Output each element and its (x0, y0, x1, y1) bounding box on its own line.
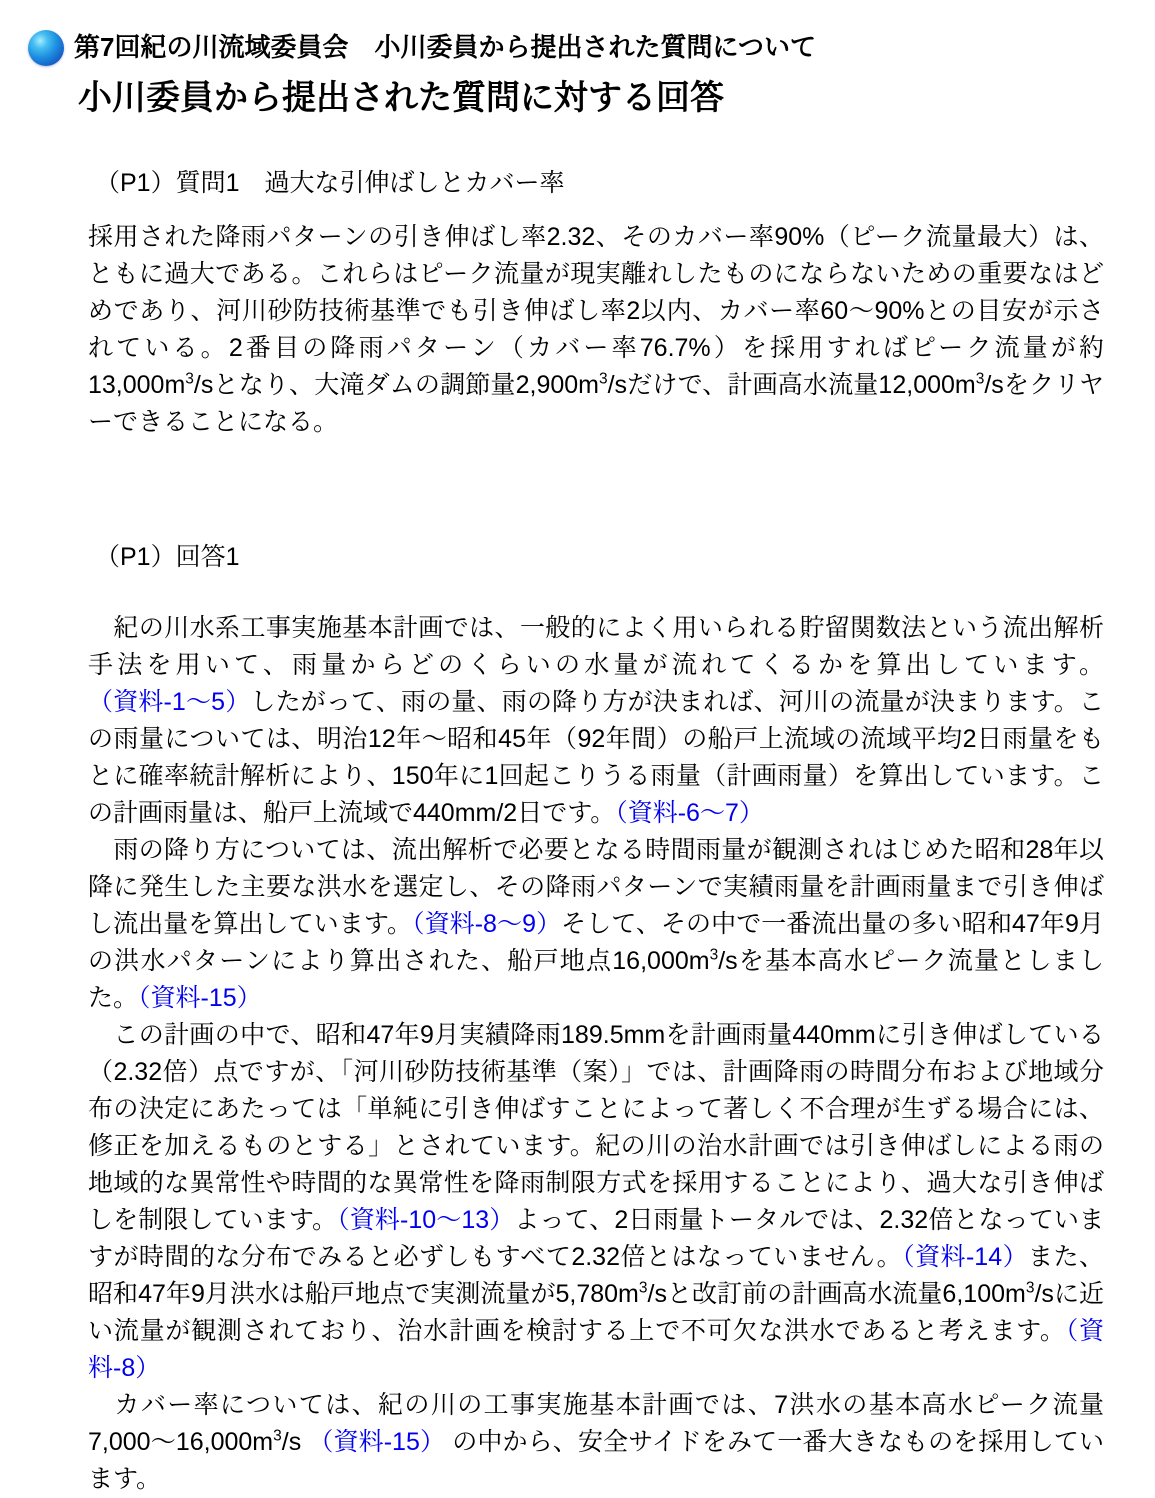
page-title: 小川委員から提出された質問に対する回答 (78, 79, 724, 117)
text-run: /sを基本高水ピーク流量としました。 (88, 946, 1104, 1012)
reference-link[interactable]: （資料-1～5） (88, 687, 251, 716)
superscript: 3 (638, 1279, 648, 1297)
text-run: /s (281, 1427, 309, 1456)
text-run: そして、その中で一番流出量の多い昭和47年9月の洪水パターンにより算出された、船戸地点16,000m (88, 909, 1104, 975)
paragraph (88, 610, 1104, 832)
answer-heading: （P1）回答1 (95, 543, 240, 572)
answer-section (0, 541, 1155, 1498)
text-run: /sだけで、計画高水流量12,000m (607, 371, 976, 400)
text-run: 採用された降雨パターンの引き伸ばし率2.32、そのカバー率90%（ピーク流量最大）は、ともに過大である。これらはピーク流量が現実離れしたものにならないための重要なはどめであり、河川砂防技術基準でも引き伸ばし率2以内、カバー率60～90%との目安が示されている。2番目の降雨パターン（カバー率76.7%）を採用すればピーク流量が約13,000m (88, 223, 1104, 400)
superscript: 3 (273, 1427, 282, 1445)
superscript: 3 (185, 370, 194, 388)
paragraph (88, 1387, 1104, 1498)
reference-link[interactable]: （資料-10～13） (337, 1205, 515, 1234)
paragraph (88, 1017, 1104, 1387)
paragraph (88, 832, 1104, 1017)
reference-link[interactable]: （資料-8～9） (412, 909, 562, 938)
breadcrumb-title: 第7回紀の川流域委員会 小川委員から提出された質問について (74, 32, 816, 63)
answer-body (88, 610, 1104, 1498)
text-run: /sに近い流量が観測されており、治水計画を検討する上で不可欠な洪水であると考えます。 (88, 1279, 1104, 1345)
reference-link[interactable]: （資料-6～7） (615, 798, 764, 827)
page-header (0, 0, 1155, 66)
reference-link[interactable]: （資料-14） (902, 1242, 1029, 1271)
reference-link[interactable]: （資料-15） (138, 983, 262, 1012)
superscript: 3 (1025, 1279, 1035, 1297)
blue-sphere-bullet-icon (28, 30, 64, 66)
text-run: /sをクリヤーできることになる。 (88, 371, 1104, 437)
text-run: /sとなり、大滝ダムの調節量2,900m (193, 371, 599, 400)
question-section (0, 167, 1155, 442)
question-heading: （P1）質問1 過大な引伸ばしとカバー率 (95, 168, 565, 197)
text-run: また、昭和47年9月洪水は船戸地点で実測流量が5,780m (88, 1242, 1104, 1308)
superscript: 3 (975, 370, 985, 388)
text-run: 紀の川水系工事実施基本計画では、一般的によく用いられる貯留関数法という流出解析手法を用いて、雨量からどのくらいの水量が流れてくるかを算出しています。 (88, 613, 1104, 679)
text-run: カバー率については、紀の川の工事実施基本計画では、7洪水の基本高水ピーク流量7,000～16,000m (88, 1390, 1104, 1456)
text-run: の中から、安全サイドをみて一番大きなものを採用しています。 (88, 1427, 1104, 1493)
paragraph (88, 219, 1104, 441)
text-run: よって、2日雨量トータルでは、2.32倍となっていますが時間的な分布でみると必ずしもすべて2.32倍とはなっていません。 (88, 1205, 1104, 1271)
superscript: 3 (598, 370, 608, 388)
superscript: 3 (709, 946, 719, 964)
text-run: したがって、雨の量、雨の降り方が決まれば、河川の流量が決まります。この雨量については、明治12年～昭和45年（92年間）の船戸上流域の流域平均2日雨量をもとに確率統計解析により、150年に1回起こりうる雨量（計画雨量）を算出しています。この計画雨量は、船戸上流域で440mm/2日です。 (88, 687, 1104, 827)
reference-link[interactable]: （資料-8） (88, 1316, 1104, 1382)
text-run: 雨の降り方については、流出解析で必要となる時間雨量が観測されはじめた昭和28年以降に発生した主要な洪水を選定し、その降雨パターンで実績雨量を計画雨量まで引き伸ばし流出量を算出しています。 (88, 835, 1104, 938)
text-run: /sと改訂前の計画高水流量6,100m (647, 1279, 1026, 1308)
reference-link[interactable]: （資料-15） (308, 1427, 446, 1456)
question-body (88, 219, 1104, 441)
text-run: この計画の中で、昭和47年9月実績降雨189.5mmを計画雨量440mmに引き伸ばしている（2.32倍）点ですが、「河川砂防技術基準（案）」では、計画降雨の時間分布および地域分布の決定にあたっては「単純に引き伸ばすことによって著しく不合理が生ずる場合には、修正を加えるものとする」とされています。紀の川の治水計画では引き伸ばしによる雨の地域的な異常性や時間的な異常性を降雨制限方式を採用することにより、過大な引き伸ばしを制限しています。 (88, 1020, 1104, 1234)
